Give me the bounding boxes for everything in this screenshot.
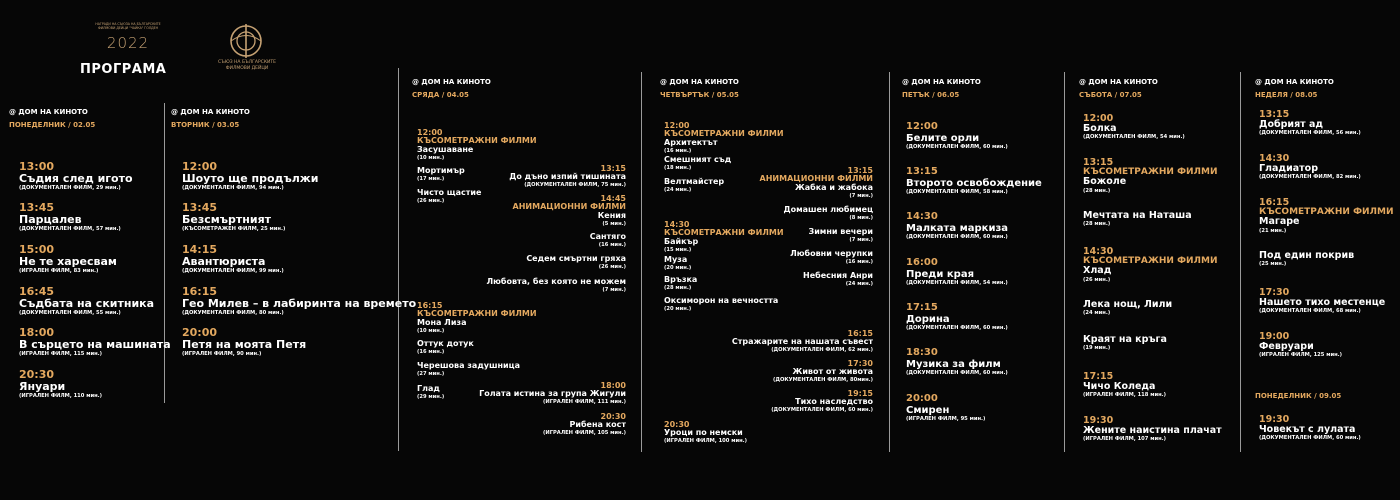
event-meta: (ИГРАЛЕН ФИЛМ, 125 мин.) <box>1259 352 1343 359</box>
venue-label: @ ДОМ НА КИНОТО <box>171 108 250 116</box>
event-time: 12:00 <box>182 160 218 173</box>
day-label: ПЕТЪК / 06.05 <box>902 91 960 99</box>
event <box>486 278 626 295</box>
event-time: 13:15 <box>906 166 938 177</box>
event-time: 18:00 <box>19 326 55 339</box>
event-meta: (ДОКУМЕНТАЛЕН ФИЛМ, 58 мин.) <box>906 188 1008 195</box>
event-meta: (28 мин.) <box>664 284 692 291</box>
event <box>513 195 626 228</box>
event-title: Шоуто ще продължи <box>182 171 319 185</box>
event <box>1259 288 1385 316</box>
event <box>1083 158 1218 196</box>
event-heading: КЪСОМЕТРАЖНИ ФИЛМИ <box>417 136 537 146</box>
event-time: 12:00 <box>1083 113 1114 124</box>
event <box>1259 154 1361 182</box>
event-title: Мечтата на Наташа <box>1083 210 1192 221</box>
event-time: 13:15 <box>847 166 873 175</box>
event-meta: (7 мин.) <box>849 192 873 199</box>
event <box>417 167 465 184</box>
event <box>182 327 306 358</box>
event-meta: (28 мин.) <box>1083 221 1111 228</box>
event-meta: (ДОКУМЕНТАЛЕН ФИЛМ, 75 мин.) <box>524 182 626 189</box>
day-label: ПОНЕДЕЛНИК / 09.05 <box>1255 392 1342 400</box>
event-meta: (10 мин.) <box>417 327 445 334</box>
event-meta: (ДОКУМЕНТАЛЕН ФИЛМ, 55 мин.) <box>19 309 121 316</box>
event <box>664 297 778 314</box>
event-meta: (ДОКУМЕНТАЛЕН ФИЛМ, 82 мин.) <box>1259 174 1361 181</box>
event-meta: (25 мин.) <box>1259 261 1287 268</box>
event-title: Добрият ад <box>1259 118 1324 130</box>
event-meta: (ДОКУМЕНТАЛЕН ФИЛМ, 54 мин.) <box>1083 134 1185 141</box>
event <box>790 250 873 267</box>
event-title: Любовни черупки <box>790 249 873 258</box>
event-meta: (ДОКУМЕНТАЛЕН ФИЛМ, 80мин.) <box>773 377 873 384</box>
event-title: До дъно изпий тишината <box>509 172 626 182</box>
event-meta: (ИГРАЛЕН ФИЛМ, 105 мин.) <box>542 430 626 437</box>
event-time: 15:00 <box>19 243 55 256</box>
event-time: 12:00 <box>664 121 690 130</box>
event <box>1083 372 1166 400</box>
event <box>509 165 626 190</box>
event <box>1259 251 1354 269</box>
event-title: Жените наистина плачат <box>1083 424 1222 436</box>
event <box>1083 300 1172 318</box>
event-meta: (27 мин.) <box>417 370 445 377</box>
event-title: Живот от живота <box>792 367 873 377</box>
event <box>19 202 121 233</box>
event-title: Жабка и жабока <box>794 182 873 192</box>
event-meta: (ИГРАЛЕН ФИЛМ, 95 мин.) <box>906 415 986 422</box>
event-heading: КЪСОМЕТРАЖНИ ФИЛМИ <box>664 129 784 139</box>
event-title: В сърцето на машината <box>19 337 171 351</box>
column-divider <box>641 72 642 452</box>
day-label: СРЯДА / 04.05 <box>412 91 469 99</box>
event-title: Уроци по немски <box>664 428 743 438</box>
event <box>1083 335 1167 353</box>
event-meta: (26 мин.) <box>1083 276 1111 283</box>
day-label: ВТОРНИК / 03.05 <box>171 121 240 129</box>
event-meta: (29 мин.) <box>417 393 445 400</box>
event-time: 19:30 <box>1083 415 1114 426</box>
event-title: Гладиатор <box>1259 162 1318 174</box>
event-title: Гео Милев – в лабиринта на времето <box>182 296 417 310</box>
event <box>526 255 626 272</box>
event-title: Зимни вечери <box>808 227 873 236</box>
event <box>19 369 102 400</box>
event <box>182 244 284 275</box>
column-divider <box>889 72 890 452</box>
event-heading: АНИМАЦИОННИ ФИЛМИ <box>759 174 873 184</box>
event-title: Белите орли <box>906 132 980 144</box>
event-time: 14:45 <box>600 194 626 203</box>
event <box>182 286 416 317</box>
event-time: 17:15 <box>1083 371 1114 382</box>
day-label: ЧЕТВЪРТЪК / 05.05 <box>660 91 739 99</box>
event-meta: (ИГРАЛЕН ФИЛМ, 115 мин.) <box>19 350 103 357</box>
union-logo-icon <box>225 20 267 62</box>
page-title: ПРОГРАМА <box>80 62 167 77</box>
event-title: Седем смъртни гряха <box>526 254 626 263</box>
event-meta: (10 мин.) <box>417 154 445 161</box>
event-meta: (ДОКУМЕНТАЛЕН ФИЛМ, 60 мин.) <box>906 324 1008 331</box>
event-time: 17:30 <box>847 359 873 368</box>
event-title: Засушаване <box>417 144 474 154</box>
event <box>803 272 873 289</box>
event-time: 14:30 <box>664 220 690 229</box>
event-time: 13:15 <box>1083 157 1114 168</box>
event-title: Божоле <box>1083 176 1127 188</box>
column-divider <box>398 68 399 451</box>
event-time: 13:15 <box>600 164 626 173</box>
event-title: Чисто щастие <box>417 188 482 197</box>
event-title: Глад <box>417 384 440 393</box>
event-time: 12:00 <box>906 121 938 132</box>
event-title: Безсмъртният <box>182 212 272 226</box>
event-meta: (ИГРАЛЕН ФИЛМ, 83 мин.) <box>19 267 99 274</box>
event-heading: КЪСОМЕТРАЖНИ ФИЛМИ <box>417 309 537 319</box>
event-title: Февруари <box>1259 340 1314 352</box>
event-title: Стражарите на нашата съвест <box>731 337 873 347</box>
event-title: Черешова задушница <box>417 361 520 370</box>
event-meta: (24 мин.) <box>1083 310 1111 317</box>
day-label: НЕДЕЛЯ / 08.05 <box>1255 91 1318 99</box>
event-time: 13:45 <box>19 201 55 214</box>
event-title: Лека нощ, Лили <box>1083 299 1173 310</box>
event-title: Музика за филм <box>906 358 1001 370</box>
venue-label: @ ДОМ НА КИНОТО <box>1255 78 1334 86</box>
event-time: 19:15 <box>847 389 873 398</box>
event-heading: КЪСОМЕТРАЖНИ ФИЛМИ <box>1259 206 1394 217</box>
event <box>906 122 1008 151</box>
event-meta: (ДОКУМЕНТАЛЕН ФИЛМ, 94 мин.) <box>182 184 284 191</box>
event-title: Човекът с лулата <box>1259 423 1356 435</box>
event-time: 14:15 <box>182 243 218 256</box>
event-title: Смешният съд <box>664 155 732 164</box>
event-meta: (ДОКУМЕНТАЛЕН ФИЛМ, 62 мин.) <box>771 347 873 354</box>
event-meta: (ИГРАЛЕН ФИЛМ, 118 мин.) <box>1083 392 1167 399</box>
event-meta: (7 мин.) <box>849 236 873 243</box>
event-title: Сантяго <box>589 232 626 241</box>
event-time: 16:00 <box>906 257 938 268</box>
event <box>664 421 747 446</box>
event-meta: (ДОКУМЕНТАЛЕН ФИЛМ, 99 мин.) <box>182 267 284 274</box>
event-meta: (ДОКУМЕНТАЛЕН ФИЛМ, 57 мин.) <box>19 225 121 232</box>
event <box>479 382 626 407</box>
event <box>1083 211 1192 229</box>
event <box>19 161 133 192</box>
event-time: 16:15 <box>182 285 218 298</box>
event-title: Домашен любимец <box>783 205 873 214</box>
event-time: 20:30 <box>664 420 690 429</box>
event-meta: (16 мин.) <box>598 241 626 248</box>
event <box>543 413 626 438</box>
event-time: 20:30 <box>600 412 626 421</box>
event-meta: (20 мин.) <box>664 264 692 271</box>
venue-label: @ ДОМ НА КИНОТО <box>660 78 739 86</box>
event-title: Авантюриста <box>182 254 266 268</box>
event <box>783 206 873 223</box>
event-meta: (16 мин.) <box>664 147 692 154</box>
event-meta: (16 мин.) <box>417 348 445 355</box>
event-time: 16:15 <box>847 329 873 338</box>
event-meta: (26 мин.) <box>417 197 445 204</box>
event-heading: КЪСОМЕТРАЖНИ ФИЛМИ <box>1083 255 1218 266</box>
event <box>906 348 1008 377</box>
event-time: 17:15 <box>906 302 938 313</box>
event-meta: (ИГРАЛЕН ФИЛМ, 107 мин.) <box>1083 436 1167 443</box>
event-title: Рибена кост <box>569 420 626 430</box>
venue-label: @ ДОМ НА КИНОТО <box>9 108 88 116</box>
event-title: Чичо Коледа <box>1083 380 1156 392</box>
event <box>1259 110 1361 138</box>
event-time: 12:00 <box>417 128 443 137</box>
event-meta: (ДОКУМЕНТАЛЕН ФИЛМ, 68 мин.) <box>1259 308 1361 315</box>
event-meta: (ДОКУМЕНТАЛЕН ФИЛМ, 60 мин.) <box>906 369 1008 376</box>
event-time: 16:15 <box>417 301 443 310</box>
event-meta: (20 мин.) <box>664 305 692 312</box>
event-meta: (24 мин.) <box>664 186 692 193</box>
event <box>417 385 444 402</box>
event-title: Голата истина за група Жигули <box>479 389 626 399</box>
event-title: Байкър <box>664 236 699 246</box>
event <box>664 276 697 293</box>
event <box>664 156 731 173</box>
event-title: Небесния Анри <box>803 271 873 280</box>
event <box>1083 114 1185 142</box>
event-meta: (ДОКУМЕНТАЛЕН ФИЛМ, 54 мин.) <box>906 279 1008 286</box>
event <box>664 221 784 254</box>
event-meta: (16 мин.) <box>845 258 873 265</box>
event-meta: (19 мин.) <box>1083 345 1111 352</box>
event-meta: (ДОКУМЕНТАЛЕН ФИЛМ, 29 мин.) <box>19 184 121 191</box>
event-title: Петя на моята Петя <box>182 337 307 351</box>
event-title: Архитектът <box>664 137 718 147</box>
event-title: Смирен <box>906 404 950 416</box>
event-meta: (24 мин.) <box>845 280 873 287</box>
event-meta: (21 мин.) <box>1259 227 1287 234</box>
event-meta: (8 мин.) <box>849 214 873 221</box>
event-meta: (ДОКУМЕНТАЛЕН ФИЛМ, 80 мин.) <box>182 309 284 316</box>
event-title: Магаре <box>1259 216 1300 228</box>
event-heading: КЪСОМЕТРАЖНИ ФИЛМИ <box>1083 166 1218 177</box>
event <box>664 256 691 273</box>
event <box>771 390 873 415</box>
event-meta: (18 мин.) <box>664 164 692 171</box>
day-label: ПОНЕДЕЛНИК / 02.05 <box>9 121 96 129</box>
event-title: Велтмайстер <box>664 177 725 186</box>
event <box>664 178 724 195</box>
event-meta: (ДОКУМЕНТАЛЕН ФИЛМ, 56 мин.) <box>1259 130 1361 137</box>
event-title: Мона Лиза <box>417 317 467 327</box>
event-time: 20:00 <box>906 393 938 404</box>
event-time: 19:30 <box>1259 414 1290 425</box>
event-meta: (ИГРАЛЕН ФИЛМ, 100 мин.) <box>664 438 748 445</box>
event <box>906 303 1008 332</box>
event-heading: КЪСОМЕТРАЖНИ ФИЛМИ <box>664 228 784 238</box>
event-time: 13:00 <box>19 160 55 173</box>
event-time: 19:00 <box>1259 331 1290 342</box>
event <box>1259 332 1342 360</box>
event-time: 17:30 <box>1259 287 1290 298</box>
venue-label: @ ДОМ НА КИНОТО <box>1079 78 1158 86</box>
event-title: Оксиморон на вечността <box>664 296 779 305</box>
event-time: 14:30 <box>906 211 938 222</box>
day-label: СЪБОТА / 07.05 <box>1079 91 1142 99</box>
event <box>19 244 117 275</box>
event-title: Дорина <box>906 313 950 325</box>
event-meta: (ДОКУМЕНТАЛЕН ФИЛМ, 60 мин.) <box>906 233 1008 240</box>
event <box>809 228 873 245</box>
event <box>773 360 873 385</box>
event-title: Парцалев <box>19 212 82 226</box>
event-title: Нашето тихо местенце <box>1259 296 1386 308</box>
event <box>1259 415 1361 443</box>
event-meta: (26 мин.) <box>598 263 626 270</box>
event-time: 13:45 <box>182 201 218 214</box>
event <box>760 167 873 200</box>
event <box>182 202 285 233</box>
event-title: Тихо наследство <box>795 397 873 407</box>
event-meta: (ДОКУМЕНТАЛЕН ФИЛМ, 60 мин.) <box>1259 435 1361 442</box>
festival-year: 2022 <box>106 34 150 52</box>
event-time: 20:00 <box>182 326 218 339</box>
event-time: 14:30 <box>1259 153 1290 164</box>
event-heading: АНИМАЦИОННИ ФИЛМИ <box>512 202 626 212</box>
event <box>906 212 1008 241</box>
event <box>1259 198 1394 236</box>
event-meta: (5 мин.) <box>602 220 626 227</box>
event-title: Съдия след игото <box>19 171 133 185</box>
event-title: Хлад <box>1083 265 1112 277</box>
event <box>906 394 985 423</box>
event-time: 18:30 <box>906 347 938 358</box>
event-meta: (ДОКУМЕНТАЛЕН ФИЛМ, 60 мин.) <box>906 143 1008 150</box>
event <box>906 167 1042 196</box>
event-title: Оттук дотук <box>417 339 474 348</box>
event-meta: (17 мин.) <box>417 175 445 182</box>
event-title: Любовта, без която не можем <box>486 277 626 286</box>
event-title: Малката маркиза <box>906 222 1009 234</box>
event-title: Съдбата на скитника <box>19 296 155 310</box>
event <box>417 129 537 162</box>
union-name: СЪЮЗ НА БЪЛГАРСКИТЕ ФИЛМОВИ ДЕЙЦИ <box>217 60 276 71</box>
event-title: Не те харесвам <box>19 254 117 268</box>
event <box>19 327 171 358</box>
event-meta: (15 мин.) <box>664 246 692 253</box>
event-time: 18:00 <box>600 381 626 390</box>
event <box>1083 247 1218 285</box>
event <box>1083 416 1222 444</box>
event-meta: (ИГРАЛЕН ФИЛМ, 111 мин.) <box>542 399 626 406</box>
event-title: Преди края <box>906 268 974 280</box>
event <box>590 233 626 250</box>
event-meta: (КЪСОМЕТРАЖЕН ФИЛМ, 25 мин.) <box>182 225 286 232</box>
event-meta: (ДОКУМЕНТАЛЕН ФИЛМ, 60 мин.) <box>771 407 873 414</box>
event <box>664 122 784 155</box>
column-divider <box>1240 72 1241 452</box>
event <box>417 189 481 206</box>
event-meta: (ИГРАЛЕН ФИЛМ, 110 мин.) <box>19 392 103 399</box>
event-title: Връзка <box>664 275 698 284</box>
event-time: 16:45 <box>19 285 55 298</box>
event-meta: (28 мин.) <box>1083 187 1111 194</box>
event <box>732 330 873 355</box>
event-title: Кения <box>597 210 626 220</box>
venue-label: @ ДОМ НА КИНОТО <box>412 78 491 86</box>
column-divider <box>1064 72 1065 452</box>
event <box>19 286 154 317</box>
event-time: 13:15 <box>1259 109 1290 120</box>
venue-label: @ ДОМ НА КИНОТО <box>902 78 981 86</box>
event-title: Под един покрив <box>1259 250 1355 261</box>
event-title: Второто освобождение <box>906 177 1042 189</box>
event-title: Муза <box>664 255 688 264</box>
event-meta: (7 мин.) <box>602 286 626 293</box>
award-name: НАГРАДИ НА СЪЮЗА НА БЪЛГАРСКИТЕ ФИЛМОВИ ДЕЙЦИ "ЧАЙКА" ГОЛДЕН <box>95 22 161 31</box>
event-title: Мортимър <box>417 166 465 175</box>
event <box>417 302 537 335</box>
event <box>906 258 1008 287</box>
event-title: Болка <box>1083 122 1117 134</box>
event-time: 14:30 <box>1083 246 1114 257</box>
event <box>182 161 318 192</box>
event-title: Краят на кръга <box>1083 334 1167 345</box>
event <box>417 340 474 357</box>
event-time: 16:15 <box>1259 197 1290 208</box>
event <box>417 362 520 379</box>
event-time: 20:30 <box>19 368 55 381</box>
event-title: Януари <box>19 379 66 393</box>
event-meta: (ИГРАЛЕН ФИЛМ, 90 мин.) <box>182 350 262 357</box>
